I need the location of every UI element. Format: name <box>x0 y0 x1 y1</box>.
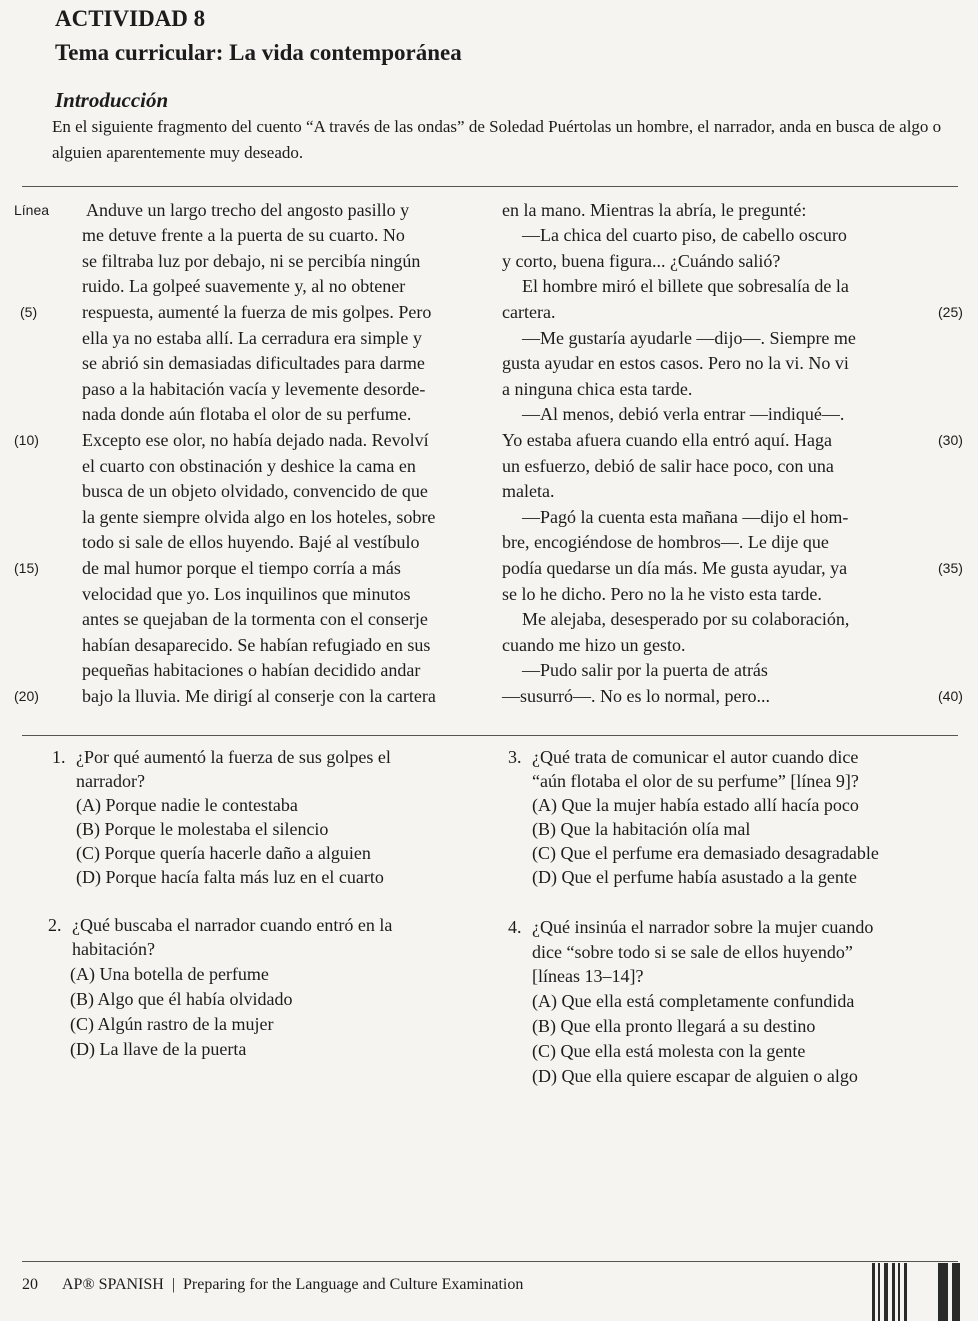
answer-option-c[interactable]: (C) Porque quería hacerle daño a alguien <box>76 843 371 863</box>
passage-line: nada donde aún flotaba el olor de su perfume. <box>82 404 412 424</box>
passage-line: —La chica del cuarto piso, de cabello oscuro <box>522 225 847 245</box>
answer-option-a[interactable]: (A) Una botella de perfume <box>70 964 269 984</box>
passage-line: cuando me hizo un gesto. <box>502 635 686 655</box>
passage-line: maleta. <box>502 481 555 501</box>
question-stem: narrador? <box>76 771 145 791</box>
question-stem: dice “sobre todo si se sale de ellos huyendo” <box>532 942 853 962</box>
divider-top <box>22 186 958 187</box>
line-number: (15) <box>14 560 39 576</box>
passage-line: respuesta, aumenté la fuerza de mis golpes. Pero <box>82 302 432 322</box>
passage-line: Yo estaba afuera cuando ella entró aquí. Haga <box>502 430 833 450</box>
activity-title: ACTIVIDAD 8 <box>55 6 206 31</box>
answer-option-b[interactable]: (B) Porque le molestaba el silencio <box>76 819 329 839</box>
passage-line: —Pagó la cuenta esta mañana —dijo el hom- <box>522 507 849 527</box>
passage-line: Anduve un largo trecho del angosto pasillo y <box>86 200 410 220</box>
passage-line: antes se quejaban de la tormenta con el conserje <box>82 609 428 629</box>
passage-line: paso a la habitación vacía y levemente desorde- <box>82 379 426 399</box>
question-number: 3. <box>508 747 522 767</box>
answer-option-d[interactable]: (D) Que ella quiere escapar de alguien o algo <box>532 1066 858 1086</box>
book-title: AP® SPANISH | Preparing for the Language and Culture Examination <box>62 1276 524 1293</box>
question-number: 4. <box>508 917 522 937</box>
answer-option-c[interactable]: (C) Algún rastro de la mujer <box>70 1014 274 1034</box>
question-stem: [líneas 13–14]? <box>532 966 644 986</box>
edge-mark <box>898 1263 900 1321</box>
passage-line: el cuarto con obstinación y deshice la cama en <box>82 456 416 476</box>
question-stem: habitación? <box>72 939 155 959</box>
passage-line: y corto, buena figura... ¿Cuándo salió? <box>502 251 781 271</box>
passage-line: un esfuerzo, debió de salir hace poco, con una <box>502 456 834 476</box>
edge-mark <box>878 1263 880 1321</box>
question-number: 1. <box>52 747 66 767</box>
passage-line: velocidad que yo. Los inquilinos que minutos <box>82 584 411 604</box>
page-number: 20 <box>22 1276 38 1293</box>
passage-line: —Al menos, debió verla entrar —indiqué—. <box>522 404 845 424</box>
intro-heading: Introducción <box>55 88 169 112</box>
passage-line: cartera. <box>502 302 556 322</box>
passage-line: me detuve frente a la puerta de su cuarto. No <box>82 225 405 245</box>
answer-option-b[interactable]: (B) Que la habitación olía mal <box>532 819 751 839</box>
line-number: (25) <box>938 304 963 320</box>
answer-option-c[interactable]: (C) Que ella está molesta con la gente <box>532 1041 806 1061</box>
passage-line: —susurró—. No es lo normal, pero... <box>502 686 770 706</box>
passage-line: se lo he dicho. Pero no la he visto esta tarde. <box>502 584 822 604</box>
question-stem: ¿Qué trata de comunicar el autor cuando dice <box>532 747 859 767</box>
question-number: 2. <box>48 915 62 935</box>
passage-line: se abrió sin demasiadas dificultades para darme <box>82 353 425 373</box>
divider-footer <box>22 1261 958 1262</box>
passage-line: ruido. La golpeé suavemente y, al no obtener <box>82 276 406 296</box>
passage-line: en la mano. Mientras la abría, le pregunté: <box>502 200 807 220</box>
passage-line: podía quedarse un día más. Me gusta ayudar, ya <box>502 558 848 578</box>
passage-line: a ninguna chica esta tarde. <box>502 379 693 399</box>
line-label: Línea <box>14 202 50 218</box>
passage-line: —Me gustaría ayudarle —dijo—. Siempre me <box>522 328 856 348</box>
passage-line: bajo la lluvia. Me dirigí al conserje con la cartera <box>82 686 436 706</box>
answer-option-d[interactable]: (D) Que el perfume había asustado a la gente <box>532 867 857 887</box>
intro-text: En el siguiente fragmento del cuento “A través de las ondas” de Soledad Puértolas un hombre, el narrador, anda en busca de algo o alguien aparentemente muy deseado. <box>52 117 942 162</box>
question-stem: ¿Por qué aumentó la fuerza de sus golpes el <box>76 747 391 767</box>
answer-option-a[interactable]: (A) Que ella está completamente confundida <box>532 991 855 1011</box>
line-number: (20) <box>14 688 39 704</box>
answer-option-d[interactable]: (D) Porque hacía falta más luz en el cuarto <box>76 867 384 887</box>
passage-line: pequeñas habitaciones o habían decidido andar <box>82 660 421 680</box>
passage-line: la gente siempre olvida algo en los hoteles, sobre <box>82 507 436 527</box>
passage-line: todo si sale de ellos huyendo. Bajé al vestíbulo <box>82 532 420 552</box>
passage-line: ella ya no estaba allí. La cerradura era simple y <box>82 328 422 348</box>
line-number: (30) <box>938 432 963 448</box>
passage-line: busca de un objeto olvidado, convencido de que <box>82 481 428 501</box>
line-number: (40) <box>938 688 963 704</box>
edge-mark <box>938 1263 948 1321</box>
answer-option-c[interactable]: (C) Que el perfume era demasiado desagradable <box>532 843 879 863</box>
answer-option-b[interactable]: (B) Que ella pronto llegará a su destino <box>532 1016 816 1036</box>
passage-line: —Pudo salir por la puerta de atrás <box>522 660 768 680</box>
theme-title: Tema curricular: La vida contemporánea <box>55 40 462 65</box>
passage-line: gusta ayudar en estos casos. Pero no la vi. No vi <box>502 353 849 373</box>
passage-line: de mal humor porque el tiempo corría a más <box>82 558 401 578</box>
passage-line: El hombre miró el billete que sobresalía de la <box>522 276 849 296</box>
question-stem: ¿Qué buscaba el narrador cuando entró en la <box>72 915 393 935</box>
edge-mark <box>884 1263 888 1321</box>
question-stem: ¿Qué insinúa el narrador sobre la mujer cuando <box>532 917 874 937</box>
passage-line: se filtraba luz por debajo, ni se percibía ningún <box>82 251 421 271</box>
line-number: (5) <box>20 304 38 320</box>
passage-line: habían desaparecido. Se habían refugiado en sus <box>82 635 431 655</box>
passage-line: bre, encogiéndose de hombros—. Le dije que <box>502 532 829 552</box>
divider-middle <box>22 735 958 736</box>
question-stem: “aún flotaba el olor de su perfume” [línea 9]? <box>532 771 859 791</box>
answer-option-a[interactable]: (A) Porque nadie le contestaba <box>76 795 298 815</box>
edge-mark <box>904 1263 907 1321</box>
line-number: (35) <box>938 560 963 576</box>
edge-mark <box>952 1263 960 1321</box>
passage-line: Excepto ese olor, no había dejado nada. Revolví <box>82 430 429 450</box>
answer-option-b[interactable]: (B) Algo que él había olvidado <box>70 989 293 1009</box>
passage-line: Me alejaba, desesperado por su colaboración, <box>522 609 850 629</box>
edge-mark <box>872 1263 875 1321</box>
answer-option-d[interactable]: (D) La llave de la puerta <box>70 1039 247 1059</box>
answer-option-a[interactable]: (A) Que la mujer había estado allí hacía poco <box>532 795 859 815</box>
edge-mark <box>892 1263 895 1321</box>
line-number: (10) <box>14 432 39 448</box>
